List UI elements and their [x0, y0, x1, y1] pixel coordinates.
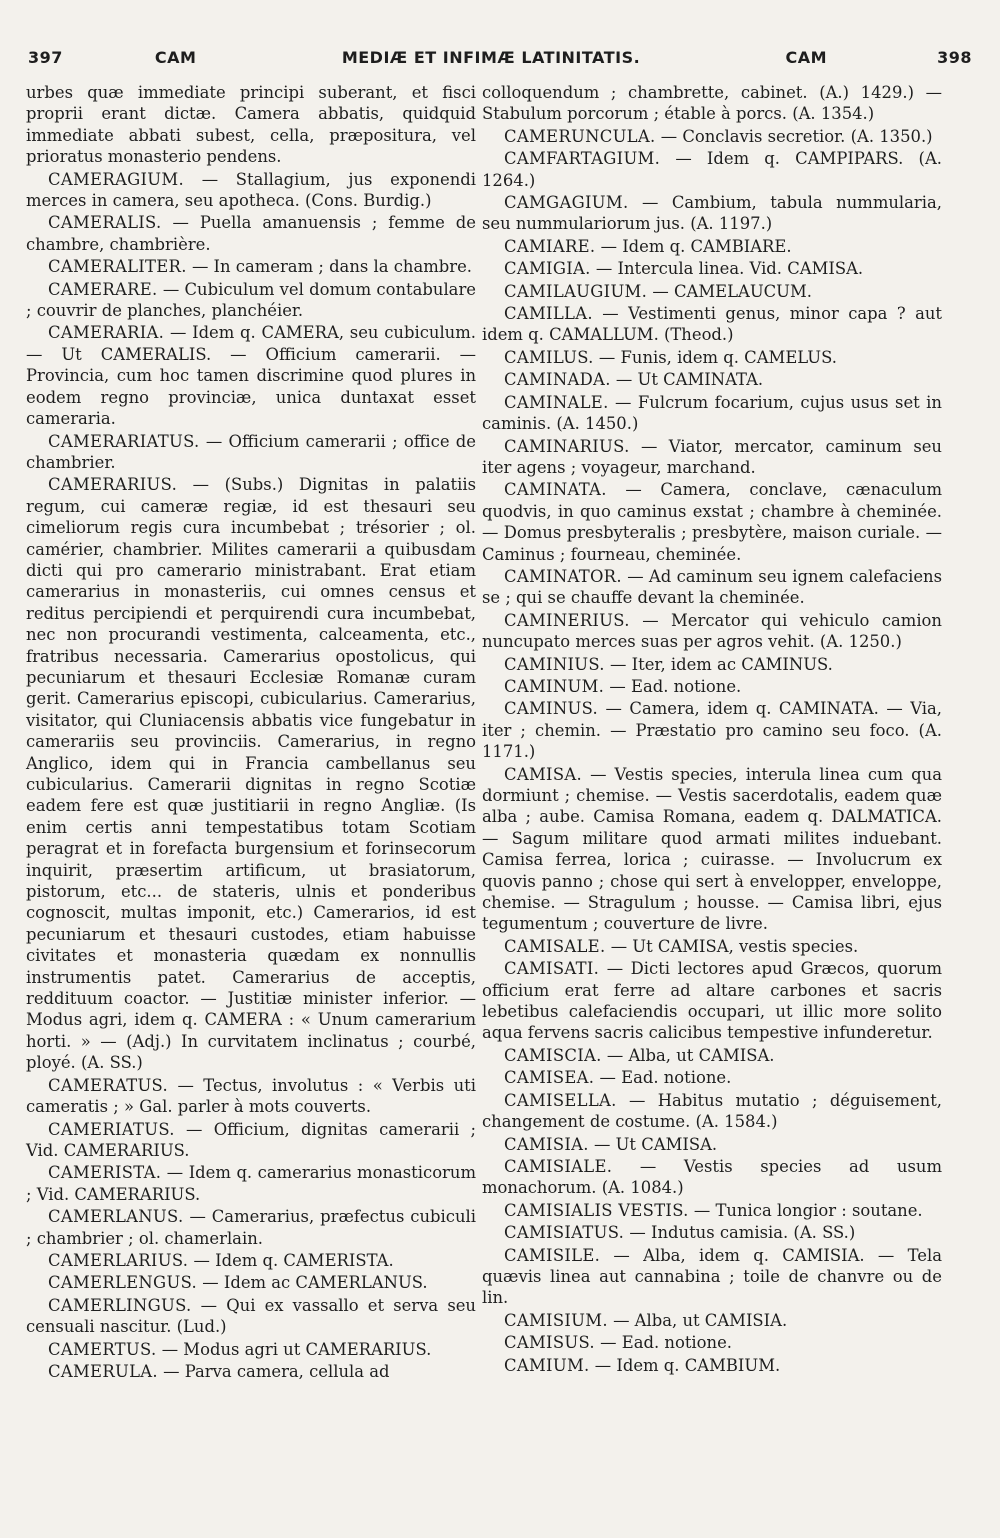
entry-headword: CAMISIALIS VESTIS. — [504, 1200, 689, 1220]
entry-headword: CAMINERIUS. — [504, 610, 630, 630]
entry-definition: — Officium, dignitas camerarii ; Vid. CAMERARIUS. — [26, 1119, 476, 1160]
entry-headword: CAMINALE. — [504, 392, 609, 412]
dictionary-entry — [26, 1075, 476, 1118]
entry-definition: — Iter, idem ac CAMINUS. — [610, 654, 833, 674]
entry-headword: CAMINADA. — [504, 370, 611, 390]
entry-definition: — Conclavis secretior. (A. 1350.) — [660, 126, 933, 146]
entry-headword: CAMISIUM. — [504, 1310, 608, 1330]
header-keyword-right: CAM — [785, 48, 828, 67]
entry-headword: CAMERALIS. — [48, 213, 162, 233]
dictionary-entry — [26, 1361, 476, 1382]
entry-headword: CAMERARIA. — [48, 323, 165, 343]
entry-definition: — Vestis species, interula linea cum qua dormiunt ; chemise. — Vestis sacerdotalis, eadem quæ alba ; aube. Camisa Romana, eadem q. DALMATICA. — Sagum militare quod armati milites induebant. Camisa ferrea, lorica ; cuirasse. — Involucrum ex quovis panno ; chose qui sert à envelopper, enveloppe, chemise. — Stragulum ; housse. — Camisa libri, ejus tegumentum ; couverture de livre. — [482, 764, 942, 934]
entry-headword: CAMERLENGUS. — [48, 1273, 198, 1293]
entry-headword: CAMISCIA. — [504, 1045, 602, 1065]
entry-headword: CAMILLA. — [504, 304, 593, 324]
dictionary-entry — [482, 303, 942, 346]
dictionary-entry — [26, 212, 476, 255]
header-keyword-left: CAM — [154, 48, 197, 67]
entry-headword: CAMILUS. — [504, 347, 594, 367]
dictionary-entry — [482, 369, 942, 390]
entry-definition: — Viator, mercator, caminum seu iter agens ; voyageur, marchand. — [482, 436, 942, 477]
page-number-left: 397 — [28, 48, 63, 67]
entry-definition: — Stallagium, jus exponendi merces in camera, seu apotheca. (Cons. Burdig.) — [26, 169, 476, 211]
entry-definition: — Ut CAMISA. — [594, 1134, 718, 1154]
dictionary-entry — [482, 1134, 942, 1155]
dictionary-entry — [482, 566, 942, 609]
left-column — [26, 82, 476, 1383]
header-title: MEDIÆ ET INFIMÆ LATINITATIS. — [341, 48, 641, 67]
entry-definition: — Modus agri ut CAMERARIUS. — [161, 1339, 432, 1359]
dictionary-entry — [26, 431, 476, 474]
dictionary-entry — [26, 1206, 476, 1249]
entry-definition: — Fulcrum focarium, cujus usus set in caminis. (A. 1450.) — [482, 392, 942, 434]
entry-headword: CAMERLARIUS. — [48, 1250, 189, 1270]
entry-definition: — Parva camera, cellula ad — [163, 1361, 390, 1381]
dictionary-entry — [26, 322, 476, 429]
entry-headword: CAMFARTAGIUM. — [504, 149, 661, 169]
dictionary-entry — [26, 1339, 476, 1360]
header-right — [786, 48, 972, 67]
dictionary-entry — [482, 126, 942, 147]
entry-headword: CAMERARE. — [48, 279, 158, 299]
right-column — [482, 82, 942, 1377]
entry-definition: — Qui ex vassallo et serva seu censuali nascitur. (Lud.) — [26, 1295, 476, 1337]
dictionary-entry — [482, 192, 942, 235]
dictionary-entry — [26, 169, 476, 212]
entry-headword: CAMISATI. — [504, 959, 600, 979]
entry-definition: — Camerarius, præfectus cubiculi ; chambrier ; ol. chamerlain. — [26, 1207, 476, 1248]
dictionary-entry — [482, 610, 942, 653]
entry-headword: CAMINATA. — [504, 480, 607, 500]
dictionary-entry — [482, 1355, 942, 1376]
entry-headword: CAMERATUS. — [48, 1075, 169, 1095]
entry-headword: CAMINARIUS. — [504, 436, 630, 456]
entry-headword: CAMERULA. — [48, 1361, 158, 1381]
entry-headword: CAMERARIUS. — [48, 475, 178, 495]
entry-headword: CAMERLINGUS. — [48, 1295, 192, 1315]
dictionary-entry — [482, 958, 942, 1044]
entry-definition: — Alba, ut CAMISIA. — [613, 1310, 788, 1330]
entry-definition: — Tectus, involutus : « Verbis uti cameratis ; » Gal. parler à mots couverts. — [26, 1075, 476, 1117]
entry-headword: CAMISEA. — [504, 1068, 595, 1088]
dictionary-entry — [482, 1067, 942, 1088]
entry-definition: — Mercator qui vehiculo camion nuncupato merces suas per agros vehit. (A. 1250.) — [482, 610, 942, 652]
entry-headword: CAMGAGIUM. — [504, 193, 629, 213]
entry-definition: — Ead. notione. — [599, 1068, 732, 1088]
dictionary-entry — [482, 1310, 942, 1331]
entry-headword: CAMIUM. — [504, 1355, 590, 1375]
dictionary-entry — [482, 764, 942, 935]
entry-definition: — Tunica longior : soutane. — [693, 1200, 923, 1220]
entry-headword: CAMISA. — [504, 764, 583, 784]
entry-headword: CAMIARE. — [504, 236, 596, 256]
entry-definition: — Ead. notione. — [600, 1333, 732, 1353]
entry-definition: — Idem q. CAMBIUM. — [594, 1355, 781, 1375]
dictionary-entry — [482, 347, 942, 368]
entry-definition: — Puella amanuensis ; femme de chambre, chambrière. — [26, 213, 476, 254]
dictionary-entry — [482, 82, 942, 125]
entry-definition: — Idem q. CAMERISTA. — [193, 1250, 394, 1270]
entry-definition: — Idem ac CAMERLANUS. — [202, 1273, 428, 1293]
dictionary-entry — [482, 392, 942, 435]
entry-definition: — Camera, conclave, cænaculum quodvis, in quo caminus exstat ; chambre à cheminée. — Domus presbyteralis ; presbytère, maison curiale. — Caminus ; fourneau, cheminée. — [482, 480, 942, 564]
entry-definition: urbes quæ immediate principi suberant, et fisci proprii erant dictæ. Camera abbatis, quidquid immediate abbati subest, cella, præpositura, vel prioratus monasterio pendens. — [26, 83, 476, 167]
entry-headword: CAMINUS. — [504, 699, 599, 719]
dictionary-entry — [26, 1162, 476, 1205]
entry-definition: — Funis, idem q. CAMELUS. — [598, 347, 837, 367]
entry-headword: CAMILAUGIUM. — [504, 281, 648, 301]
dictionary-entry — [482, 676, 942, 697]
entry-headword: CAMERUNCULA. — [504, 126, 656, 146]
dictionary-entry — [26, 1272, 476, 1293]
entry-definition: — CAMELAUCUM. — [652, 281, 812, 301]
entry-headword: CAMISALE. — [504, 936, 606, 956]
entry-headword: CAMISIALE. — [504, 1156, 613, 1176]
dictionary-entry — [482, 936, 942, 957]
dictionary-entry — [482, 1045, 942, 1066]
entry-headword: CAMERISTA. — [48, 1163, 162, 1183]
entry-definition: — Alba, idem q. CAMISIA. — Tela quævis linea aut cannabina ; toile de chanvre ou de lin. — [482, 1245, 942, 1308]
entry-definition: — Ad caminum seu ignem calefaciens se ; qui se chauffe devant la cheminée. — [482, 566, 942, 608]
entry-definition: — (Subs.) Dignitas in palatiis regum, cui cameræ regiæ, id est thesauri seu cimeliorum regis cura incumbebat ; trésorier ; ol. camérier, chambrier. Milites camerarii a quibusdam dicti qui pro camerario ministrabant. Erat etiam camerarius in monasteriis, cui omnes census et reditus percipiendi et perquirendi cura incumbebat, nec non procurandi vestimenta, calceamenta, etc., fratribus necessaria. Camerarius opostolicus, qui pecuniarum et thesauri Ecclesiæ Romanæ curam gerit. Camerarius episcopi, cubicularius. Camerarius, visitator, qui Cluniacensis abbatis vice fungebatur in camerariis seu provinciis. Camerarius, in regno Anglico, idem qui in Francia cambellanus seu cubicularius. Camerarii dignitas in regno Scotiæ eadem fere est quæ justitiarii in regno Angliæ. (Is enim certis anni tempestatibus totam Scotiam peragrat et in forefacta burgensium et forinsecorum inquirit, præsertim artificum, ut brasiatorum, pistorum, etc... de stateris, ulnis et ponderibus cognoscit, multas imponit, etc.) Camerarios, id est pecuniarum et thesauri custodes, etiam habuisse civitates et monasteria quædam ex nonnullis instrumentis patet. Camerarius de acceptis, reddituum coactor. — Justitiæ minister inferior. — Modus agri, idem q. CAMERA : « Unum camerarium horti. » — (Adj.) In curvitatem inclinatus ; courbé, ployé. (A. SS.) — [26, 475, 476, 1073]
dictionary-entry — [482, 436, 942, 479]
entry-headword: CAMINATOR. — [504, 566, 622, 586]
entry-definition: — Indutus camisia. (A. SS.) — [629, 1223, 856, 1243]
entry-definition: — Idem q. CAMPIPARS. (A. 1264.) — [482, 149, 942, 190]
entry-definition: — Dicti lectores apud Græcos, quorum officium erat ferre ad altare carbones et sacris lebetibus calefaciendis occupari, ut illic more solito aqua fervens sacris calicibus tempestive infunderetur. — [482, 959, 942, 1043]
dictionary-entry — [26, 474, 476, 1073]
entry-headword: CAMERLANUS. — [48, 1207, 184, 1227]
entry-headword: CAMIGIA. — [504, 259, 591, 279]
entry-headword: CAMERIATUS. — [48, 1119, 175, 1139]
entry-headword: CAMISELLA. — [504, 1090, 617, 1110]
entry-headword: CAMISILE. — [504, 1245, 601, 1265]
entry-headword: CAMINIUS. — [504, 654, 605, 674]
dictionary-entry — [482, 1245, 942, 1309]
entry-definition: — Vestis species ad usum monachorum. (A. 1084.) — [482, 1156, 942, 1198]
entry-headword: CAMINUM. — [504, 676, 605, 696]
dictionary-entry — [482, 1222, 942, 1243]
entry-headword: CAMERTUS. — [48, 1339, 157, 1359]
dictionary-entry — [26, 1295, 476, 1338]
entry-headword: CAMERARIATUS. — [48, 431, 200, 451]
dictionary-entry — [482, 479, 942, 565]
dictionary-entry — [26, 279, 476, 322]
entry-definition: — Idem q. CAMERA, seu cubiculum. — Ut CAMERALIS. — Officium camerarii. — Provincia, cum hoc tamen discrimine quod plures in eodem regno provinciæ, unica duntaxat esset cameraria. — [26, 323, 476, 429]
entry-definition: colloquendum ; chambrette, cabinet. (A.) 1429.) — Stabulum porcorum ; étable à porcs. (A. 1354.) — [482, 83, 942, 124]
dictionary-entry — [482, 148, 942, 191]
dictionary-entry — [26, 82, 476, 168]
entry-headword: CAMISUS. — [504, 1333, 595, 1353]
dictionary-entry — [482, 236, 942, 257]
dictionary-entry — [482, 654, 942, 675]
dictionary-entry — [482, 281, 942, 302]
entry-headword: CAMISIATUS. — [504, 1223, 625, 1243]
entry-definition: — Cubiculum vel domum contabulare ; couvrir de planches, planchéier. — [26, 279, 476, 321]
dictionary-entry — [482, 1200, 942, 1221]
entry-definition: — Vestimenti genus, minor capa ? aut idem q. CAMALLUM. (Theod.) — [482, 304, 942, 345]
dictionary-entry — [26, 1250, 476, 1271]
entry-definition: — Intercula linea. Vid. CAMISA. — [595, 259, 864, 279]
entry-definition: — Officium camerarii ; office de chambrier. — [26, 431, 476, 472]
running-header — [28, 48, 972, 80]
dictionary-entry — [482, 698, 942, 762]
entry-headword: CAMISIA. — [504, 1134, 589, 1154]
entry-headword: CAMERALITER. — [48, 257, 187, 277]
entry-headword: CAMERAGIUM. — [48, 169, 184, 189]
header-left — [28, 48, 196, 67]
entry-definition: — Camera, idem q. CAMINATA. — Via, iter ; chemin. — Præstatio pro camino seu foco. (A. 1171.) — [482, 699, 942, 762]
entry-definition: — Habitus mutatio ; déguisement, changement de costume. (A. 1584.) — [482, 1090, 943, 1132]
dictionary-entry — [482, 1090, 942, 1133]
entry-definition: — Ut CAMINATA. — [615, 370, 764, 390]
entry-definition: — Ead. notione. — [609, 676, 742, 696]
dictionary-entry — [482, 1332, 942, 1353]
entry-definition: — Idem q. CAMBIARE. — [600, 236, 792, 256]
entry-definition: — Cambium, tabula nummularia, seu nummulariorum jus. (A. 1197.) — [482, 193, 942, 234]
dictionary-entry — [26, 256, 476, 277]
entry-definition: — Idem q. camerarius monasticorum ; Vid. CAMERARIUS. — [26, 1163, 476, 1204]
dictionary-entry — [482, 258, 942, 279]
entry-definition: — Alba, ut CAMISA. — [606, 1045, 775, 1065]
page-number-right: 398 — [937, 48, 972, 67]
entry-definition: — Ut CAMISA, vestis species. — [610, 936, 859, 956]
entry-definition: — In cameram ; dans la chambre. — [191, 257, 473, 277]
dictionary-entry — [26, 1119, 476, 1162]
dictionary-entry — [482, 1156, 942, 1199]
